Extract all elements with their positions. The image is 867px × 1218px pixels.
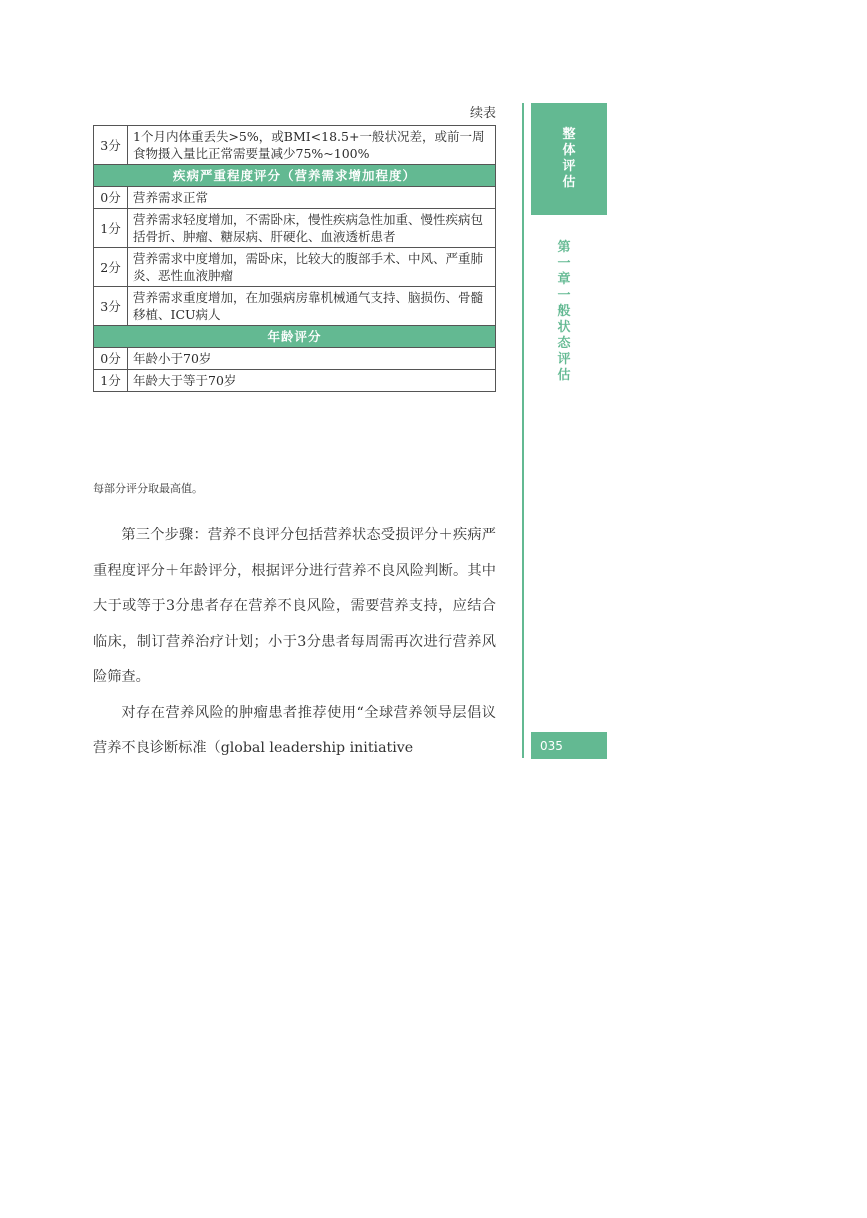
margin-divider — [522, 103, 524, 758]
nutrition-score-table — [93, 125, 496, 392]
score-cell: 3分 — [94, 126, 128, 165]
page-number: 035 — [531, 732, 607, 759]
section-tab — [531, 103, 607, 215]
table-row — [94, 187, 496, 209]
section-header-age: 年龄评分 — [94, 326, 496, 348]
score-cell: 2分 — [94, 248, 128, 287]
section-tab-label: 整体评估 — [562, 127, 576, 190]
score-cell: 3分 — [94, 287, 128, 326]
score-cell: 1分 — [94, 209, 128, 248]
paragraph: 第三个步骤：营养不良评分包括营养状态受损评分＋疾病严重程度评分＋年龄评分，根据评分进行营养不良风险判断。其中大于或等于3分患者存在营养不良风险，需要营养支持，应结合临床，制订营养治疗计划；小于3分患者每周需再次进行营养风险筛查。 — [93, 527, 496, 685]
continued-table-label: 续表 — [469, 106, 496, 121]
criteria-cell: 营养需求中度增加，需卧床，比较大的腹部手术、中风、严重肺炎、恶性血液肿瘤 — [128, 248, 496, 287]
table-row — [94, 348, 496, 370]
table-row — [94, 126, 496, 165]
body-text — [93, 518, 496, 767]
criteria-cell: 年龄小于70岁 — [128, 348, 496, 370]
criteria-cell: 营养需求重度增加，在加强病房靠机械通气支持、脑损伤、骨髓移植、ICU病人 — [128, 287, 496, 326]
table-row — [94, 287, 496, 326]
criteria-cell: 营养需求轻度增加，不需卧床，慢性疾病急性加重、慢性疾病包括骨折、肿瘤、糖尿病、肝硬化、血液透析患者 — [128, 209, 496, 248]
chapter-label: 第一章 一般状态评估 — [557, 240, 584, 383]
section-header-disease: 疾病严重程度评分（营养需求增加程度） — [94, 165, 496, 187]
score-cell: 0分 — [94, 348, 128, 370]
table-row — [94, 248, 496, 287]
paragraph: 对存在营养风险的肿瘤患者推荐使用“全球营养领导层倡议营养不良诊断标准（global leadership initiative — [93, 704, 496, 756]
score-cell: 0分 — [94, 187, 128, 209]
section-header-row — [94, 326, 496, 348]
criteria-cell: 1个月内体重丢失>5%，或BMI<18.5+一般状况差，或前一周食物摄入量比正常需要量减少75%~100% — [128, 126, 496, 165]
criteria-cell: 年龄大于等于70岁 — [128, 370, 496, 392]
table-note: 每部分评分取最高值。 — [93, 482, 203, 495]
section-header-row — [94, 165, 496, 187]
table-row — [94, 370, 496, 392]
table-row — [94, 209, 496, 248]
score-cell: 1分 — [94, 370, 128, 392]
criteria-cell: 营养需求正常 — [128, 187, 496, 209]
